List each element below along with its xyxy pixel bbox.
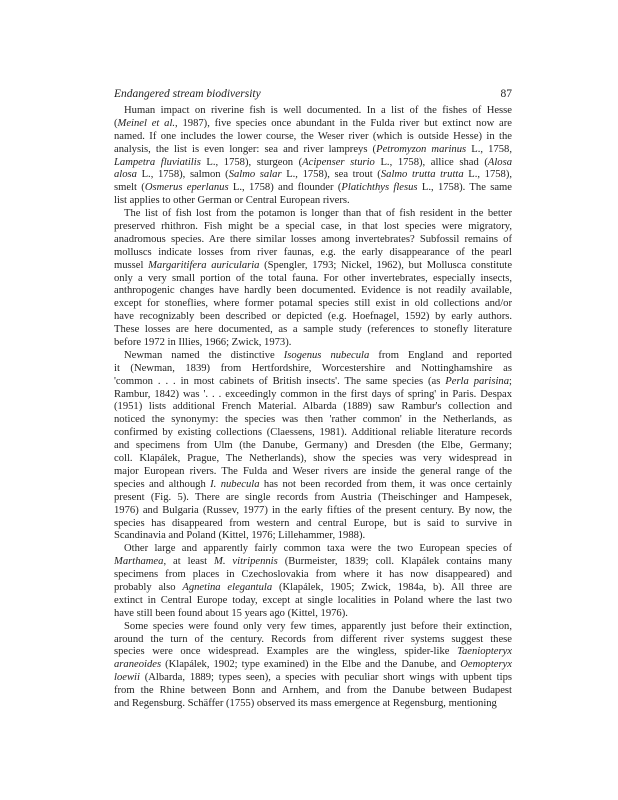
text-line: [114, 157, 512, 170]
italic-taxon: Oemopteryx: [460, 659, 512, 671]
text-segment: analysis, the list is even longer: sea and river lampreys (: [114, 143, 377, 155]
text-segment: have recognizably been described or depicted (e.g. Hoefnagel, 1592) by early authors.: [114, 311, 512, 323]
text-segment: present (Fig. 5). There are single records from Austria (Theischinger and Hampesek,: [114, 491, 512, 503]
paragraph: [114, 208, 512, 350]
text-segment: The list of fish lost from the potamon is longer than that of fish resident in the better: [124, 208, 512, 220]
text-line: [114, 453, 512, 466]
text-segment: coll. Klapálek, Prague, The Netherlands), show the species was very widespread in: [114, 453, 512, 465]
text-segment: L., 1758). The same: [417, 182, 512, 194]
text-line: [114, 118, 512, 131]
text-segment: Some species were found only very few times, apparently just before their extinction,: [124, 620, 512, 632]
text-segment: it (Newman, 1839) from Hertfordshire, Worcestershire and Nottinghamshire as: [114, 362, 512, 374]
text-segment: anthropogenic changes have hardly been documented. Evidence is not readily available,: [114, 285, 512, 297]
text-segment: 1976) and Bulgaria (Russev, 1977) in the early fifties of the present century. By now, the: [114, 504, 512, 516]
text-segment: L., 1758) and flounder (: [228, 182, 342, 194]
italic-taxon: Acipenser sturio: [302, 156, 375, 168]
text-segment: Newman named the distinctive: [124, 349, 284, 361]
text-segment: Rambur, 1842) was '. . . exceedingly common in the first days of spring' in Paris. Despax: [114, 388, 512, 400]
text-line: [114, 646, 512, 659]
italic-taxon: loewii: [114, 672, 140, 684]
text-segment: Other large and apparently fairly common taxa were the two European species of: [124, 543, 512, 555]
text-segment: noticed the synonymy: the species was then 'rather common' in the Netherlands, as: [114, 414, 512, 426]
text-line: [114, 389, 512, 402]
paragraph: [114, 621, 512, 711]
text-line: [114, 234, 512, 247]
italic-taxon: Agnetina elegantula: [182, 581, 273, 593]
text-segment: have still been found about 15 years ago (Kittel, 1976).: [114, 607, 348, 619]
text-segment: (1951) lists additional French Material. Albarda (1889) saw Rambur's collection and: [114, 401, 512, 413]
text-segment: except for stoneflies, where former potamal species still exist in old collections and/or: [114, 298, 512, 310]
text-line: [114, 195, 512, 208]
text-line: [114, 556, 512, 569]
text-segment: species has disappeared from western and central Europe, but is said to survive in: [114, 517, 512, 529]
italic-taxon: Perla parisina: [445, 375, 510, 387]
text-line: [114, 569, 512, 582]
text-segment: Scandinavia and Poland (Kittel, 1976; Lillehammer, 1988).: [114, 530, 366, 542]
text-segment: , 1987), five species once abundant in the Fulda river but extinct now are: [175, 117, 512, 129]
text-segment: L., 1758,: [466, 143, 512, 155]
italic-taxon: M. vitripennis: [214, 556, 278, 568]
text-segment: L., 1758), allice shad (: [374, 156, 488, 168]
running-header: [114, 88, 512, 100]
text-segment: preserved rhithron. Fish might be a special case, in that lost species were migratory,: [114, 221, 512, 233]
text-segment: before 1972 in Illies, 1966; Zwick, 1973).: [114, 337, 292, 349]
text-line: [114, 672, 512, 685]
text-segment: , at least: [163, 556, 214, 568]
text-segment: These losses are here documented, as a sample study (references to stonefly literature: [114, 324, 512, 336]
text-segment: extinct in Central Europe today, except at single localities in Poland where the last two: [114, 594, 512, 606]
text-segment: probably also: [114, 581, 183, 593]
text-segment: (Klapálek, 1905; Zwick, 1984a, b). All three are: [272, 581, 512, 593]
text-segment: species were once widespread. Examples are the wingless, spider-like: [114, 646, 458, 658]
text-segment: mussel: [114, 259, 149, 271]
italic-taxon: Platichthys flesus: [341, 182, 418, 194]
text-line: [114, 221, 512, 234]
text-line: [114, 337, 512, 350]
text-line: [114, 440, 512, 453]
text-line: [114, 208, 512, 221]
text-segment: and specimens from Ulm (the Danube, Germany) and Dresden (the Elbe, Germany;: [114, 440, 512, 452]
text-line: [114, 324, 512, 337]
text-line: [114, 608, 512, 621]
text-line: [114, 363, 512, 376]
text-segment: L., 1758),: [463, 169, 512, 181]
text-line: [114, 273, 512, 286]
italic-taxon: Marthamea: [114, 556, 164, 568]
italic-taxon: Taeniopteryx: [457, 646, 512, 658]
text-line: [114, 169, 512, 182]
text-segment: specimens from places in Czechoslovakia from where it has now disappeared) and: [114, 569, 512, 581]
text-segment: from the Rhine between Bonn and Arnhem, and from the Danube between Budapest: [114, 685, 512, 697]
text-line: [114, 285, 512, 298]
text-line: [114, 505, 512, 518]
text-segment: (Klapálek, 1902; type examined) in the Elbe and the Danube, and: [161, 659, 461, 671]
text-segment: (: [114, 117, 118, 129]
text-line: [114, 260, 512, 273]
italic-taxon: Lampetra fluviatilis: [114, 156, 201, 168]
text-segment: has not been recorded from them, it was once certainly: [259, 478, 512, 490]
text-segment: (Burmeister, 1839; coll. Klapálek contains many: [277, 556, 512, 568]
text-line: [114, 634, 512, 647]
italic-taxon: Margaritifera auricularia: [148, 259, 260, 271]
text-segment: species and although: [114, 478, 211, 490]
text-line: [114, 518, 512, 531]
text-line: [114, 144, 512, 157]
running-title: Endangered stream biodiversity: [114, 88, 261, 100]
text-segment: Human impact on riverine fish is well documented. In a list of the fishes of Hesse: [124, 105, 512, 116]
italic-taxon: Salmo salar: [228, 169, 282, 181]
italic-taxon: Meinel et al.: [117, 117, 176, 129]
text-segment: named. If one includes the lower course, the Weser river (which is outside Hesse) in the: [114, 130, 512, 142]
text-line: [114, 311, 512, 324]
text-segment: L., 1758), salmon (: [136, 169, 229, 181]
text-line: [114, 492, 512, 505]
text-line: [114, 376, 512, 389]
text-line: [114, 595, 512, 608]
text-line: [114, 659, 512, 672]
text-segment: smelt (: [114, 182, 145, 194]
text-segment: 'common . . . in most cabinets of British insects'. The same species (as: [114, 375, 446, 387]
paragraph: [114, 350, 512, 543]
text-line: [114, 530, 512, 543]
italic-taxon: Petromyzon marinus: [376, 143, 467, 155]
text-segment: major European rivers. The Fulda and Weser rivers are inside the general range of the: [114, 465, 512, 477]
paragraph: [114, 543, 512, 620]
text-segment: molluscs indicate losses from river faunas, e.g. the early disappearance of the pearl: [114, 246, 512, 258]
paragraph: [114, 105, 512, 208]
text-segment: list applies to other German or Central European rivers.: [114, 195, 350, 207]
text-segment: only a very small portion of the total fauna. For other invertebrates, especially insects,: [114, 272, 512, 284]
italic-taxon: Osmerus eperlanus: [144, 182, 229, 194]
italic-taxon: alosa: [114, 169, 137, 181]
text-line: [114, 247, 512, 260]
text-segment: anadromous species. Are there similar losses among invertebrates? Subfossil remains of: [114, 233, 512, 245]
text-line: [114, 479, 512, 492]
text-segment: L., 1758), sea trout (: [281, 169, 381, 181]
text-line: [114, 105, 512, 118]
text-segment: ;: [509, 375, 512, 387]
text-segment: (Albarda, 1889; types seen), a species with peculiar short wings with upbent tips: [139, 672, 512, 684]
text-line: [114, 621, 512, 634]
italic-taxon: Alosa: [487, 156, 512, 168]
text-line: [114, 182, 512, 195]
text-segment: L., 1758), sturgeon (: [200, 156, 303, 168]
body-text: [114, 105, 512, 711]
text-segment: and Regensburg. Schäffer (1755) observed its mass emergence at Regensburg, mentioning: [114, 697, 497, 709]
text-segment: around the turn of the century. Records from different river systems suggest these: [114, 633, 512, 645]
text-line: [114, 131, 512, 144]
text-segment: (Spengler, 1793; Nickel, 1962), but Mollusca constitute: [259, 259, 512, 271]
text-line: [114, 582, 512, 595]
text-line: [114, 685, 512, 698]
text-line: [114, 298, 512, 311]
text-line: [114, 350, 512, 363]
italic-taxon: Salmo trutta trutta: [380, 169, 464, 181]
text-line: [114, 427, 512, 440]
text-line: [114, 414, 512, 427]
italic-taxon: Isogenus nubecula: [283, 349, 370, 361]
italic-taxon: I. nubecula: [210, 478, 260, 490]
text-line: [114, 698, 512, 711]
text-segment: from England and reported: [369, 349, 512, 361]
page-number: 87: [500, 88, 512, 100]
text-line: [114, 466, 512, 479]
text-line: [114, 401, 512, 414]
text-segment: confirmed by existing collections (Claessens, 1981). Additional reliable literature records: [114, 427, 512, 439]
italic-taxon: araneoides: [114, 659, 162, 671]
text-line: [114, 543, 512, 556]
